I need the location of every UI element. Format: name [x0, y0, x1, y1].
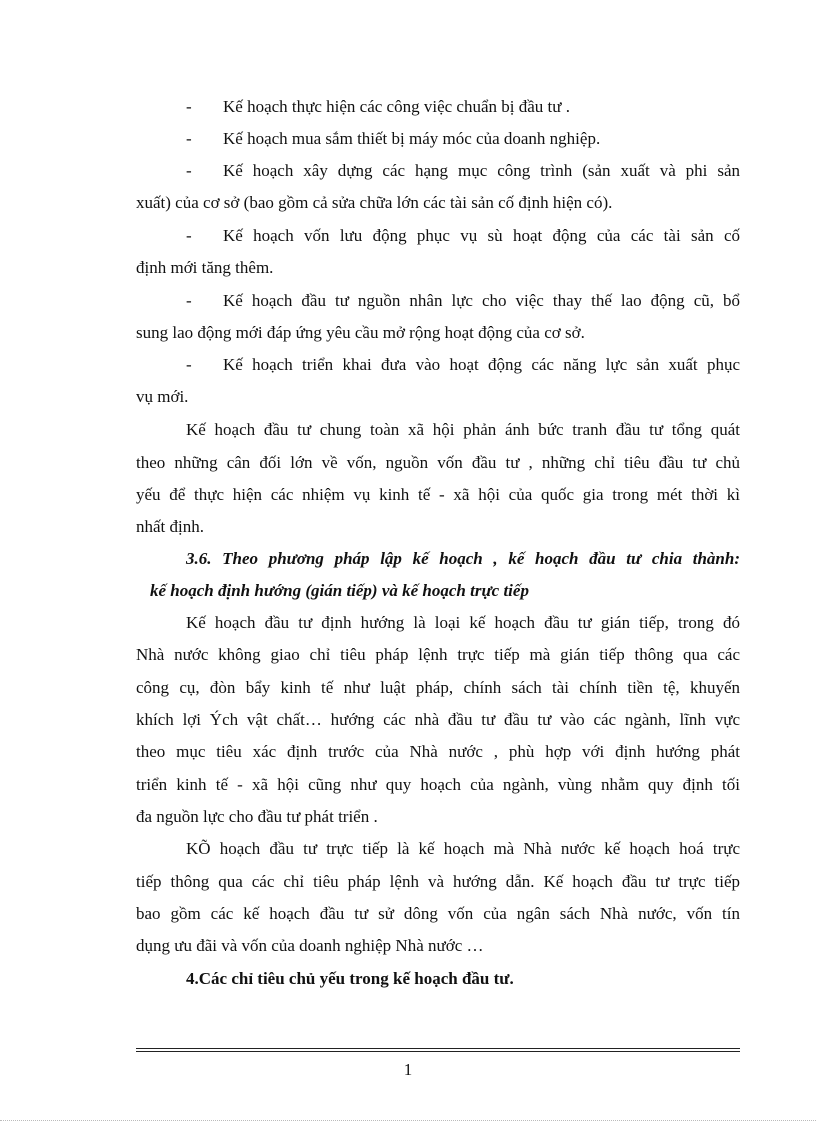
section-heading: 4.Các chỉ tiêu chủ yếu trong kế hoạch đầu tư. [186, 969, 514, 988]
bullet-dash: - [186, 161, 192, 180]
bullet-dash: - [186, 226, 192, 245]
paragraph-line: KÕ hoạch đầu tư trực tiếp là kế hoạch mà Nhà nước kế hoạch hoá trực [186, 839, 740, 858]
bullet-item: Kế hoạch vốn lưu động phục vụ sù hoạt động của các tài sản cố [223, 226, 740, 245]
bullet-dash: - [186, 97, 192, 116]
bullet-dash: - [186, 355, 192, 374]
bullet-item: Kế hoạch xây dựng các hạng mục công trình (sản xuất và phi sản [223, 161, 740, 180]
bullet-dash: - [186, 129, 192, 148]
paragraph-line: theo những cân đối lớn về vốn, nguồn vốn đầu tư , những chỉ tiêu đầu tư chủ [136, 453, 740, 472]
section-heading: kế hoạch định hướng (gián tiếp) và kế hoạch trực tiếp [150, 581, 529, 600]
bullet-item-continuation: xuất) của cơ sở (bao gồm cả sửa chữa lớn các tài sản cố định hiện có). [136, 193, 613, 212]
paragraph-line: bao gồm các kế hoạch đầu tư sử dông vốn của ngân sách Nhà nước, vốn tín [136, 904, 740, 923]
bullet-item: Kế hoạch triển khai đưa vào hoạt động các năng lực sản xuất phục [223, 355, 740, 374]
paragraph-line: dụng ưu đãi và vốn của doanh nghiệp Nhà nước … [136, 936, 484, 955]
page-number: 1 [403, 1060, 413, 1079]
paragraph-line: tiếp thông qua các chỉ tiêu pháp lệnh và hướng dẫn. Kế hoạch đầu tư trực tiếp [136, 872, 740, 891]
bullet-item: Kế hoạch thực hiện các công việc chuẩn bị đầu tư . [223, 97, 570, 116]
footer-rule [136, 1051, 740, 1052]
bullet-item-continuation: sung lao động mới đáp ứng yêu cầu mở rộng hoạt động của cơ sở. [136, 323, 585, 342]
paragraph-line: đa nguồn lực cho đầu tư phát triển . [136, 807, 378, 826]
paragraph-line: Kế hoạch đầu tư chung toàn xã hội phản ánh bức tranh đầu tư tổng quát [186, 420, 740, 439]
bullet-item-continuation: định mới tăng thêm. [136, 258, 274, 277]
bullet-item: Kế hoạch đầu tư nguồn nhân lực cho việc thay thế lao động cũ, bổ [223, 291, 740, 310]
footer-rule [136, 1048, 740, 1049]
paragraph-line: theo mục tiêu xác định trước của Nhà nước , phù hợp với định hướng phát [136, 742, 740, 761]
bullet-dash: - [186, 291, 192, 310]
bullet-item: Kế hoạch mua sắm thiết bị máy móc của doanh nghiệp. [223, 129, 601, 148]
paragraph-line: nhất định. [136, 517, 204, 536]
section-heading: 3.6. Theo phương pháp lập kế hoạch , kế hoạch đầu tư chia thành: [186, 549, 740, 568]
paragraph-line: công cụ, đòn bẩy kinh tế như luật pháp, chính sách tài chính tiền tệ, khuyến [136, 678, 740, 697]
paragraph-line: yếu để thực hiện các nhiệm vụ kinh tế - xã hội của quốc gia trong mét thời kì [136, 485, 740, 504]
paragraph-line: Nhà nước không giao chỉ tiêu pháp lệnh trực tiếp mà gián tiếp thông qua các [136, 645, 740, 664]
bullet-item-continuation: vụ mới. [136, 387, 189, 406]
paragraph-line: triển kinh tế - xã hội cũng như quy hoạch của ngành, vùng nhằm quy định tối [136, 775, 740, 794]
paragraph-line: Kế hoạch đầu tư định hướng là loại kế hoạch đầu tư gián tiếp, trong đó [186, 613, 740, 632]
page-bottom-border [0, 1120, 816, 1121]
paragraph-line: khích lợi Ých vật chất… hướng các nhà đầu tư đầu tư vào các ngành, lĩnh vực [136, 710, 740, 729]
